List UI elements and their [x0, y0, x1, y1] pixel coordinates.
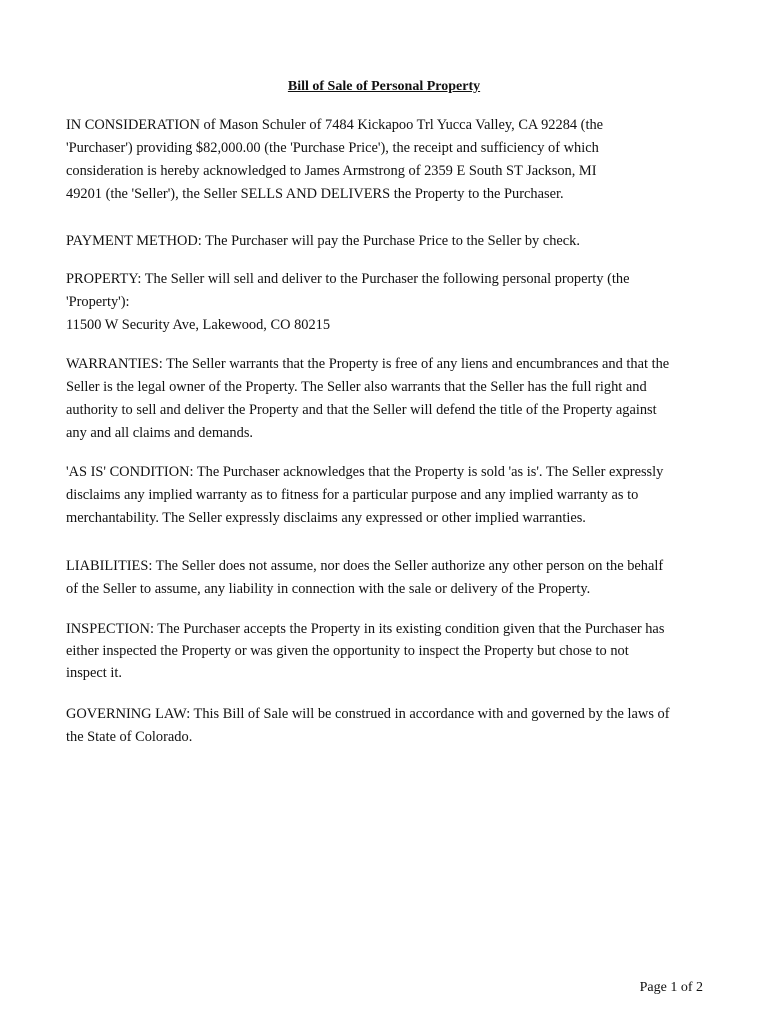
paragraph-line: any and all claims and demands. [66, 425, 254, 441]
document-title: Bill of Sale of Personal Property [287, 79, 481, 94]
property-address: 11500 W Security Ave, Lakewood, CO 80215 [66, 317, 331, 333]
paragraph-line: merchantability. The Seller expressly disclaims any expressed or other implied warranties. [66, 510, 586, 526]
paragraph-line: consideration is hereby acknowledged to James Armstrong of 2359 E South ST Jackson, MI [66, 163, 597, 179]
paragraph-line: LIABILITIES: The Seller does not assume, nor does the Seller authorize any other person on the behalf [66, 558, 664, 574]
paragraph-line: GOVERNING LAW: This Bill of Sale will be construed in accordance with and governed by the laws of [66, 706, 670, 722]
page-number: Page 1 of 2 [639, 980, 703, 995]
paragraph-line: disclaims any implied warranty as to fitness for a particular purpose and any implied warranty as to [66, 487, 639, 503]
consideration-paragraph [66, 114, 706, 206]
paragraph-line: either inspected the Property or was given the opportunity to inspect the Property but chose to not [66, 643, 629, 659]
paragraph-line: 49201 (the 'Seller'), the Seller SELLS AND DELIVERS the Property to the Purchaser. [66, 186, 564, 202]
warranties-paragraph [66, 353, 706, 445]
property-paragraph [66, 268, 706, 337]
paragraph-line: of the Seller to assume, any liability in connection with the sale or delivery of the Property. [66, 581, 591, 597]
payment-method-paragraph [66, 230, 706, 253]
paragraph-line: 'Purchaser') providing $82,000.00 (the 'Purchase Price'), the receipt and sufficiency of which [66, 140, 599, 156]
paragraph-line: IN CONSIDERATION of Mason Schuler of 7484 Kickapoo Trl Yucca Valley, CA 92284 (the [66, 117, 604, 133]
paragraph-line: PAYMENT METHOD: The Purchaser will pay the Purchase Price to the Seller by check. [66, 233, 580, 249]
paragraph-line: WARRANTIES: The Seller warrants that the Property is free of any liens and encumbrances and that the [66, 356, 670, 372]
paragraph-line: 'AS IS' CONDITION: The Purchaser acknowledges that the Property is sold 'as is'. The Seller expressly [66, 464, 664, 480]
paragraph-line: the State of Colorado. [66, 729, 193, 745]
paragraph-line: PROPERTY: The Seller will sell and deliver to the Purchaser the following personal property (the [66, 271, 630, 287]
paragraph-line: INSPECTION: The Purchaser accepts the Property in its existing condition given that the Purchaser has [66, 621, 665, 637]
liabilities-paragraph [66, 555, 706, 601]
as-is-condition-paragraph [66, 461, 706, 530]
governing-law-paragraph [66, 703, 706, 749]
paragraph-line: authority to sell and deliver the Property and that the Seller will defend the title of the Property against [66, 402, 657, 418]
paragraph-line: Seller is the legal owner of the Property. The Seller also warrants that the Seller has the full right and [66, 379, 647, 395]
paragraph-line: 'Property'): [66, 294, 130, 310]
paragraph-line: inspect it. [66, 665, 122, 681]
inspection-paragraph [66, 618, 706, 684]
